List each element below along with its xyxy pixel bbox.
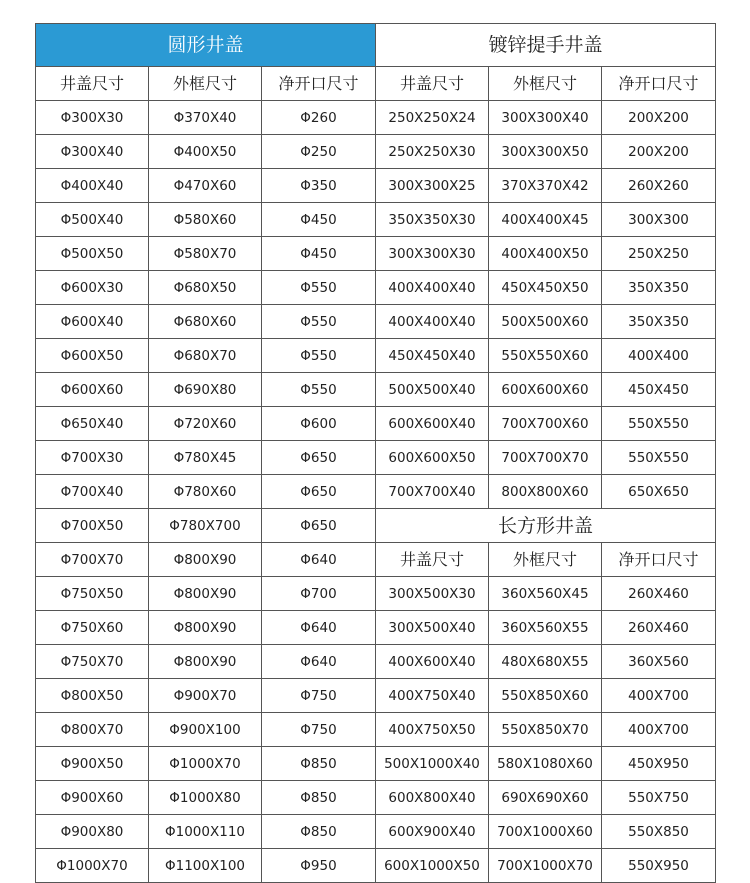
round-cell: Φ750X70 bbox=[36, 645, 149, 679]
round-cell: Φ900X80 bbox=[36, 815, 149, 849]
galvanized-column-header: 净开口尺寸 bbox=[602, 67, 716, 101]
rectangular-cell: 600X800X40 bbox=[376, 781, 489, 815]
round-cell: Φ450 bbox=[262, 203, 376, 237]
galvanized-cell: 700X700X70 bbox=[489, 441, 602, 475]
galvanized-cell: 550X550 bbox=[602, 407, 716, 441]
round-cell: Φ650X40 bbox=[36, 407, 149, 441]
rectangular-cell: 400X600X40 bbox=[376, 645, 489, 679]
round-cell: Φ600X40 bbox=[36, 305, 149, 339]
round-cell: Φ1000X70 bbox=[36, 849, 149, 883]
table-row bbox=[36, 849, 716, 883]
round-cell: Φ550 bbox=[262, 305, 376, 339]
rectangular-cell: 400X700 bbox=[602, 679, 716, 713]
round-cell: Φ580X70 bbox=[149, 237, 262, 271]
galvanized-cell: 600X600X50 bbox=[376, 441, 489, 475]
galvanized-cell: 250X250 bbox=[602, 237, 716, 271]
rectangular-cell: 550X850X70 bbox=[489, 713, 602, 747]
rectangular-cell: 360X560 bbox=[602, 645, 716, 679]
round-cell: Φ690X80 bbox=[149, 373, 262, 407]
round-cell: Φ900X70 bbox=[149, 679, 262, 713]
round-cell: Φ640 bbox=[262, 611, 376, 645]
round-cell: Φ650 bbox=[262, 509, 376, 543]
galvanized-cell: 550X550X60 bbox=[489, 339, 602, 373]
round-cell: Φ900X100 bbox=[149, 713, 262, 747]
spec-table bbox=[35, 23, 716, 883]
round-cell: Φ750 bbox=[262, 679, 376, 713]
round-table-title: 圆形井盖 bbox=[36, 24, 376, 67]
galvanized-cell: 260X260 bbox=[602, 169, 716, 203]
galvanized-column-header: 井盖尺寸 bbox=[376, 67, 489, 101]
rectangular-cell: 300X500X30 bbox=[376, 577, 489, 611]
galvanized-cell: 700X700X40 bbox=[376, 475, 489, 509]
round-cell: Φ850 bbox=[262, 815, 376, 849]
table-row bbox=[36, 815, 716, 849]
galvanized-cell: 450X450 bbox=[602, 373, 716, 407]
rectangular-cell: 700X1000X70 bbox=[489, 849, 602, 883]
round-cell: Φ800X90 bbox=[149, 645, 262, 679]
rectangular-cell: 260X460 bbox=[602, 577, 716, 611]
round-cell: Φ260 bbox=[262, 101, 376, 135]
round-cell: Φ370X40 bbox=[149, 101, 262, 135]
round-cell: Φ700X70 bbox=[36, 543, 149, 577]
galvanized-cell: 200X200 bbox=[602, 135, 716, 169]
round-cell: Φ800X90 bbox=[149, 543, 262, 577]
header-row bbox=[36, 67, 716, 101]
round-cell: Φ600X50 bbox=[36, 339, 149, 373]
galvanized-cell: 650X650 bbox=[602, 475, 716, 509]
rectangular-column-header: 净开口尺寸 bbox=[602, 543, 716, 577]
round-cell: Φ700X40 bbox=[36, 475, 149, 509]
round-column-header: 外框尺寸 bbox=[149, 67, 262, 101]
galvanized-table-title: 镀锌提手井盖 bbox=[376, 24, 716, 67]
table-row bbox=[36, 645, 716, 679]
table-row bbox=[36, 441, 716, 475]
rectangular-cell: 360X560X55 bbox=[489, 611, 602, 645]
round-cell: Φ470X60 bbox=[149, 169, 262, 203]
round-cell: Φ640 bbox=[262, 543, 376, 577]
round-cell: Φ300X40 bbox=[36, 135, 149, 169]
galvanized-cell: 250X250X24 bbox=[376, 101, 489, 135]
galvanized-cell: 500X500X40 bbox=[376, 373, 489, 407]
galvanized-cell: 400X400X50 bbox=[489, 237, 602, 271]
galvanized-cell: 400X400X40 bbox=[376, 271, 489, 305]
round-cell: Φ250 bbox=[262, 135, 376, 169]
rectangular-cell: 550X750 bbox=[602, 781, 716, 815]
rectangular-cell: 580X1080X60 bbox=[489, 747, 602, 781]
round-cell: Φ600X60 bbox=[36, 373, 149, 407]
round-cell: Φ550 bbox=[262, 373, 376, 407]
rectangular-cell: 690X690X60 bbox=[489, 781, 602, 815]
table-row bbox=[36, 543, 716, 577]
galvanized-cell: 400X400X45 bbox=[489, 203, 602, 237]
galvanized-cell: 550X550 bbox=[602, 441, 716, 475]
galvanized-cell: 700X700X60 bbox=[489, 407, 602, 441]
round-cell: Φ750X50 bbox=[36, 577, 149, 611]
table-row bbox=[36, 475, 716, 509]
rectangular-cell: 550X950 bbox=[602, 849, 716, 883]
galvanized-cell: 400X400 bbox=[602, 339, 716, 373]
table-row bbox=[36, 169, 716, 203]
round-cell: Φ500X40 bbox=[36, 203, 149, 237]
galvanized-cell: 300X300X30 bbox=[376, 237, 489, 271]
title-row bbox=[36, 24, 716, 67]
round-column-header: 净开口尺寸 bbox=[262, 67, 376, 101]
round-cell: Φ800X90 bbox=[149, 577, 262, 611]
round-cell: Φ780X60 bbox=[149, 475, 262, 509]
round-cell: Φ1000X110 bbox=[149, 815, 262, 849]
round-cell: Φ780X700 bbox=[149, 509, 262, 543]
round-cell: Φ680X60 bbox=[149, 305, 262, 339]
rectangular-cell: 550X850X60 bbox=[489, 679, 602, 713]
round-cell: Φ900X60 bbox=[36, 781, 149, 815]
round-cell: Φ680X70 bbox=[149, 339, 262, 373]
table-row bbox=[36, 679, 716, 713]
rectangular-cell: 550X850 bbox=[602, 815, 716, 849]
round-cell: Φ400X50 bbox=[149, 135, 262, 169]
round-cell: Φ780X45 bbox=[149, 441, 262, 475]
galvanized-cell: 600X600X40 bbox=[376, 407, 489, 441]
table-row bbox=[36, 713, 716, 747]
galvanized-cell: 370X370X42 bbox=[489, 169, 602, 203]
round-cell: Φ1000X80 bbox=[149, 781, 262, 815]
round-cell: Φ600 bbox=[262, 407, 376, 441]
round-cell: Φ1100X100 bbox=[149, 849, 262, 883]
round-cell: Φ750X60 bbox=[36, 611, 149, 645]
galvanized-cell: 250X250X30 bbox=[376, 135, 489, 169]
galvanized-cell: 600X600X60 bbox=[489, 373, 602, 407]
galvanized-cell: 300X300X40 bbox=[489, 101, 602, 135]
spec-sheet bbox=[35, 23, 715, 883]
rectangular-cell: 360X560X45 bbox=[489, 577, 602, 611]
round-cell: Φ640 bbox=[262, 645, 376, 679]
round-cell: Φ1000X70 bbox=[149, 747, 262, 781]
table-row bbox=[36, 135, 716, 169]
rectangular-table-title: 长方形井盖 bbox=[376, 509, 716, 543]
round-cell: Φ450 bbox=[262, 237, 376, 271]
galvanized-cell: 500X500X60 bbox=[489, 305, 602, 339]
galvanized-cell: 200X200 bbox=[602, 101, 716, 135]
round-cell: Φ550 bbox=[262, 271, 376, 305]
galvanized-cell: 350X350X30 bbox=[376, 203, 489, 237]
round-cell: Φ720X60 bbox=[149, 407, 262, 441]
table-row bbox=[36, 101, 716, 135]
rectangular-cell: 260X460 bbox=[602, 611, 716, 645]
round-cell: Φ350 bbox=[262, 169, 376, 203]
rectangular-column-header: 井盖尺寸 bbox=[376, 543, 489, 577]
round-cell: Φ600X30 bbox=[36, 271, 149, 305]
round-cell: Φ800X90 bbox=[149, 611, 262, 645]
rectangular-column-header: 外框尺寸 bbox=[489, 543, 602, 577]
table-row bbox=[36, 203, 716, 237]
round-cell: Φ500X50 bbox=[36, 237, 149, 271]
round-cell: Φ550 bbox=[262, 339, 376, 373]
round-cell: Φ700X50 bbox=[36, 509, 149, 543]
table-row bbox=[36, 747, 716, 781]
rectangular-cell: 700X1000X60 bbox=[489, 815, 602, 849]
rectangular-cell: 400X700 bbox=[602, 713, 716, 747]
galvanized-cell: 800X800X60 bbox=[489, 475, 602, 509]
table-row bbox=[36, 305, 716, 339]
galvanized-cell: 400X400X40 bbox=[376, 305, 489, 339]
round-cell: Φ850 bbox=[262, 781, 376, 815]
rectangular-cell: 500X1000X40 bbox=[376, 747, 489, 781]
galvanized-column-header: 外框尺寸 bbox=[489, 67, 602, 101]
table-row bbox=[36, 407, 716, 441]
rectangular-cell: 400X750X50 bbox=[376, 713, 489, 747]
round-cell: Φ650 bbox=[262, 441, 376, 475]
rectangular-cell: 300X500X40 bbox=[376, 611, 489, 645]
table-row bbox=[36, 237, 716, 271]
table-row bbox=[36, 577, 716, 611]
round-cell: Φ750 bbox=[262, 713, 376, 747]
galvanized-cell: 450X450X40 bbox=[376, 339, 489, 373]
round-cell: Φ400X40 bbox=[36, 169, 149, 203]
round-cell: Φ700X30 bbox=[36, 441, 149, 475]
round-column-header: 井盖尺寸 bbox=[36, 67, 149, 101]
round-cell: Φ800X70 bbox=[36, 713, 149, 747]
table-row bbox=[36, 611, 716, 645]
table-row bbox=[36, 781, 716, 815]
galvanized-cell: 300X300 bbox=[602, 203, 716, 237]
table-row bbox=[36, 339, 716, 373]
rectangular-cell: 480X680X55 bbox=[489, 645, 602, 679]
round-cell: Φ700 bbox=[262, 577, 376, 611]
round-cell: Φ950 bbox=[262, 849, 376, 883]
round-cell: Φ900X50 bbox=[36, 747, 149, 781]
rectangular-cell: 400X750X40 bbox=[376, 679, 489, 713]
round-cell: Φ800X50 bbox=[36, 679, 149, 713]
round-cell: Φ300X30 bbox=[36, 101, 149, 135]
round-cell: Φ850 bbox=[262, 747, 376, 781]
galvanized-cell: 350X350 bbox=[602, 305, 716, 339]
round-cell: Φ650 bbox=[262, 475, 376, 509]
rectangular-cell: 600X900X40 bbox=[376, 815, 489, 849]
galvanized-cell: 450X450X50 bbox=[489, 271, 602, 305]
rectangular-cell: 600X1000X50 bbox=[376, 849, 489, 883]
table-row bbox=[36, 373, 716, 407]
galvanized-cell: 300X300X50 bbox=[489, 135, 602, 169]
round-cell: Φ580X60 bbox=[149, 203, 262, 237]
galvanized-cell: 300X300X25 bbox=[376, 169, 489, 203]
table-row bbox=[36, 509, 716, 543]
galvanized-cell: 350X350 bbox=[602, 271, 716, 305]
rectangular-cell: 450X950 bbox=[602, 747, 716, 781]
round-cell: Φ680X50 bbox=[149, 271, 262, 305]
table-row bbox=[36, 271, 716, 305]
